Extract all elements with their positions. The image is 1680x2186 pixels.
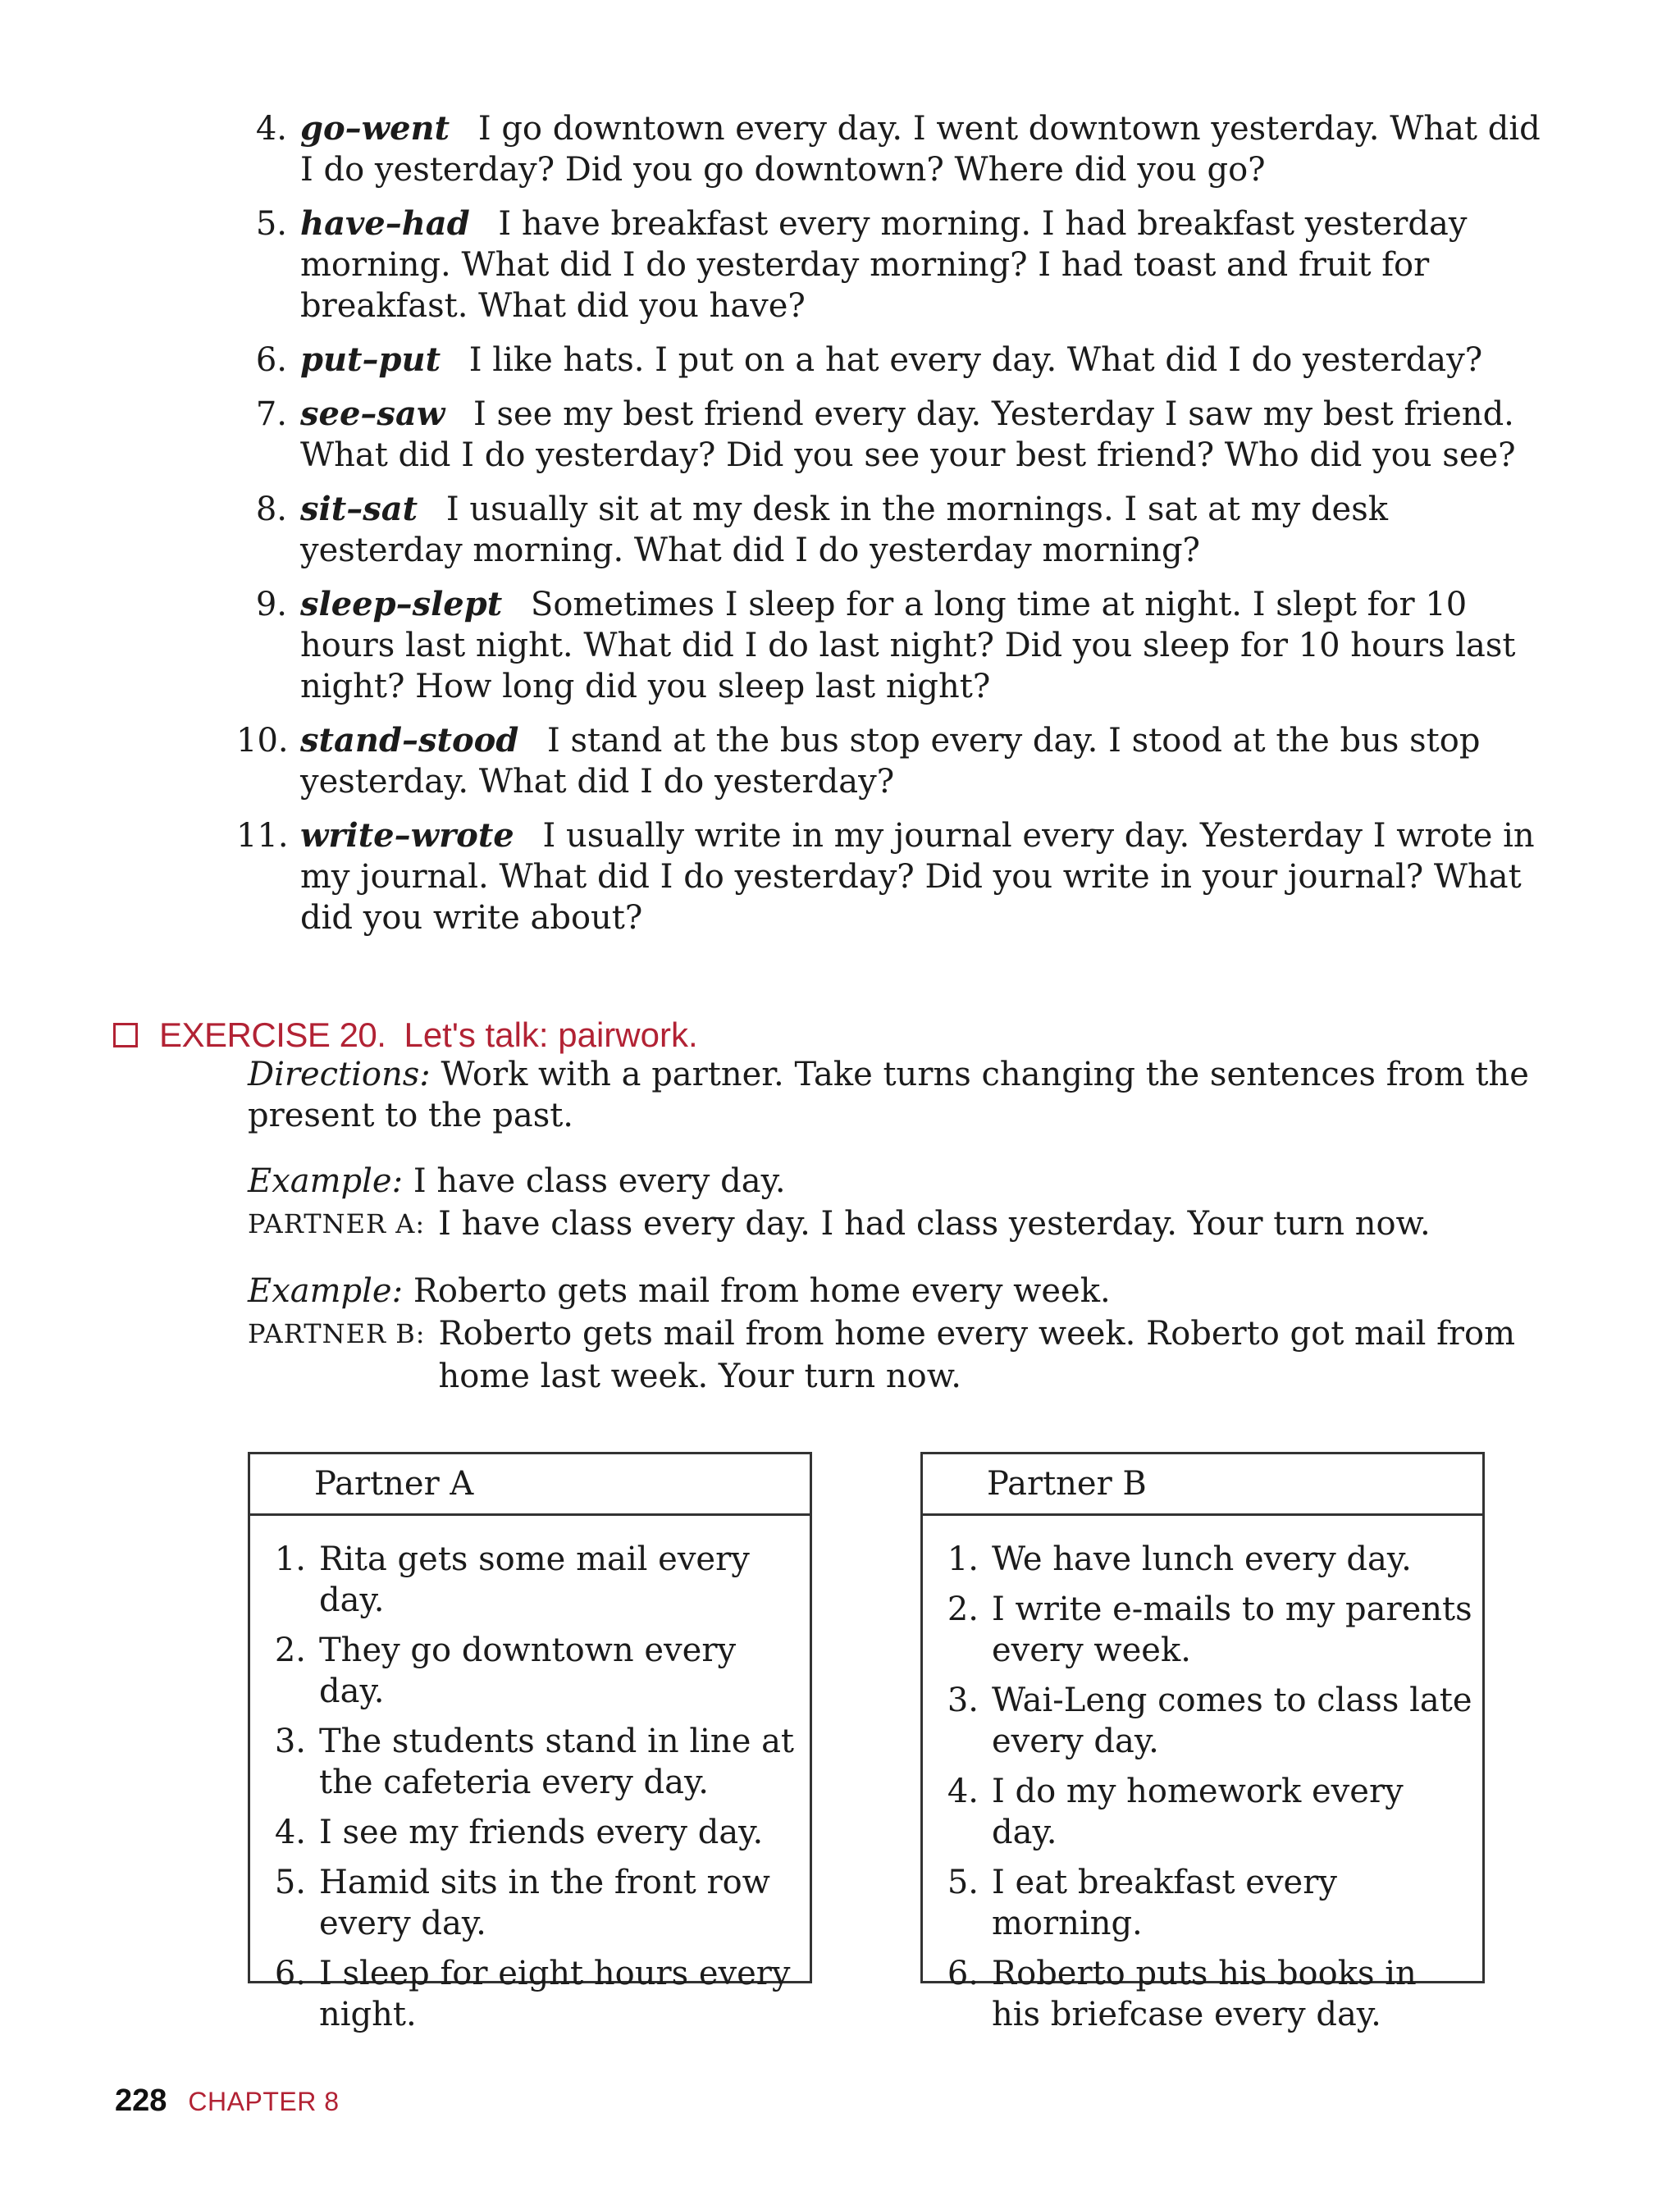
example-line [248, 1160, 1560, 1203]
item-number: 5. [255, 205, 287, 243]
partner-label: PARTNER B: [248, 1318, 426, 1349]
item-text: I have breakfast every morning. I had breakfast yesterday morning. What did I do yesterday morning? I had toast and fruit for breakfast. What did you have? [300, 205, 1468, 325]
item-text: I stand at the bus stop every day. I stood at the bus stop yesterday. What did I do yesterday? [300, 722, 1481, 801]
partner-a-list [250, 1516, 810, 2035]
list-item [267, 1862, 801, 1944]
item-number: 6. [274, 1955, 306, 1992]
item-number: 4. [274, 1814, 306, 1851]
partner-b-title: Partner B [923, 1454, 1482, 1516]
partner-text: I have class every day. I had class yesterday. Your turn now. [438, 1205, 1431, 1243]
chapter-label: CHAPTER 8 [188, 2087, 340, 2116]
verb-item [236, 815, 1549, 938]
item-number: 1. [274, 1540, 306, 1578]
verb-pair: sit–sat [300, 490, 418, 528]
item-text: I usually sit at my desk in the mornings. I sat at my desk yesterday morning. What did I do yesterday morning? [300, 491, 1388, 569]
example-block [248, 1270, 1560, 1398]
item-number: 3. [947, 1682, 979, 1719]
item-number: 9. [255, 586, 287, 623]
item-number: 10. [236, 722, 289, 760]
page-footer [115, 2083, 340, 2119]
directions-label: Directions: [248, 1056, 431, 1093]
item-text: I go downtown every day. I went downtown yesterday. What did I do yesterday? Did you go downtown? Where did you go? [300, 110, 1541, 189]
item-text: Wai-Leng comes to class late every day. [992, 1682, 1472, 1760]
item-number: 2. [274, 1632, 306, 1669]
list-item [267, 1539, 801, 1621]
verb-pair: sleep–slept [300, 585, 503, 623]
item-text: Sometimes I sleep for a long time at night. I slept for 10 hours last night. What did I do last night? Did you sleep for 10 hours last night? How long did you sleep last night? [300, 586, 1516, 705]
item-number: 6. [255, 341, 287, 379]
item-text: Hamid sits in the front row every day. [319, 1864, 770, 1942]
partner-text: Roberto gets mail from home every week. Roberto got mail from home last week. Your turn now. [438, 1315, 1516, 1395]
list-item [267, 1630, 801, 1712]
partner-b-box [920, 1452, 1485, 2033]
checkbox-icon [113, 1023, 138, 1047]
item-text: We have lunch every day. [992, 1540, 1412, 1578]
item-number: 2. [947, 1590, 979, 1628]
verb-item [236, 108, 1549, 190]
verb-pair: put–put [300, 340, 441, 379]
verb-list [236, 108, 1549, 952]
verb-item [236, 394, 1549, 476]
item-text: I see my friends every day. [319, 1814, 764, 1851]
verb-item [236, 203, 1549, 326]
item-number: 11. [236, 817, 289, 855]
verb-item [236, 489, 1549, 571]
item-number: 5. [274, 1864, 306, 1901]
exercise-title: Let's talk: pairwork. [404, 1015, 698, 1054]
verb-item [236, 340, 1549, 381]
item-number: 5. [947, 1864, 979, 1901]
verb-pair: go–went [300, 109, 450, 148]
partner-response [248, 1203, 1560, 1245]
verb-pair: see–saw [300, 395, 445, 433]
verb-item [236, 720, 1549, 802]
item-text: Roberto puts his books in his briefcase every day. [992, 1955, 1417, 2033]
item-number: 6. [947, 1955, 979, 1992]
partner-a-box [248, 1452, 812, 2033]
item-text: I do my homework every day. [992, 1773, 1404, 1851]
partner-response [248, 1312, 1560, 1398]
item-number: 8. [255, 491, 287, 528]
list-item [939, 1589, 1474, 1671]
item-text: They go downtown every day. [319, 1632, 737, 1710]
directions-text: Work with a partner. Take turns changing the sentences from the present to the past. [248, 1056, 1529, 1134]
list-item [267, 1812, 801, 1853]
verb-pair: write–wrote [300, 816, 514, 855]
list-item [939, 1771, 1474, 1853]
item-text: Rita gets some mail every day. [319, 1540, 750, 1619]
exercise-number: EXERCISE 20. [159, 1015, 386, 1054]
partner-b-list [923, 1516, 1482, 2035]
verb-item [236, 584, 1549, 707]
partner-a-title: Partner A [250, 1454, 810, 1516]
example-line [248, 1270, 1560, 1312]
example-label: Example: [248, 1162, 404, 1200]
verb-pair: stand–stood [300, 721, 519, 760]
partner-label: PARTNER A: [248, 1208, 426, 1239]
list-item [939, 1862, 1474, 1944]
item-number: 3. [274, 1723, 306, 1760]
item-number: 4. [947, 1773, 979, 1810]
list-item [267, 1721, 801, 1803]
item-number: 7. [255, 395, 287, 433]
verb-pair: have–had [300, 204, 470, 243]
item-text: I eat breakfast every morning. [992, 1864, 1337, 1942]
list-item [939, 1953, 1474, 2035]
item-text: I write e-mails to my parents every week. [992, 1590, 1472, 1669]
item-text: I see my best friend every day. Yesterday I saw my best friend. What did I do yesterday? Did you see your best friend? Who did you see? [300, 395, 1516, 474]
item-number: 4. [255, 110, 287, 148]
example-sentence: Roberto gets mail from home every week. [413, 1272, 1111, 1310]
list-item [267, 1953, 801, 2035]
directions [248, 1054, 1544, 1136]
list-item [939, 1539, 1474, 1580]
item-text: I sleep for eight hours every night. [319, 1955, 791, 2033]
item-number: 1. [947, 1540, 979, 1578]
example-sentence: I have class every day. [413, 1162, 786, 1200]
exercise-header [113, 1015, 698, 1055]
page-number: 228 [115, 2083, 167, 2118]
item-text: I like hats. I put on a hat every day. What did I do yesterday? [468, 341, 1483, 379]
list-item [939, 1680, 1474, 1762]
item-text: The students stand in line at the cafeteria every day. [319, 1723, 795, 1801]
example-label: Example: [248, 1272, 404, 1310]
example-block [248, 1160, 1560, 1245]
item-text: I usually write in my journal every day. Yesterday I wrote in my journal. What did I do yesterday? Did you write in your journal? What did you write about? [300, 817, 1535, 937]
